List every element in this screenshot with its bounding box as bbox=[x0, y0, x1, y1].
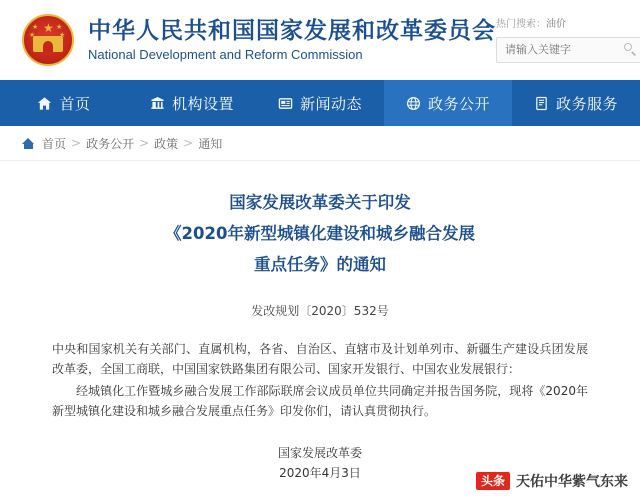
nav-item-home[interactable] bbox=[0, 80, 128, 126]
news-icon bbox=[278, 96, 293, 111]
breadcrumb-separator-2: > bbox=[139, 136, 150, 150]
nav-item-news-label: 新闻动态 bbox=[299, 94, 362, 113]
document-number: 发改规划〔2020〕532号 bbox=[251, 304, 389, 318]
document-date: 2020年4月3日 bbox=[279, 466, 361, 480]
hot-search-word[interactable]: 油价 bbox=[546, 18, 566, 30]
breadcrumb bbox=[0, 126, 640, 161]
document-body bbox=[52, 339, 588, 421]
page-title-line-2: 《2020年新型城镇化建设和城乡融合发展 bbox=[165, 224, 475, 243]
document-paragraph-0: 中央和国家机关有关部门、直属机构，各省、自治区、直辖市及计划单列市、新疆生产建设兵团发展改革委，全国工商联，中国国家铁路集团有限公司、国家开发银行、中国农业发展银行： bbox=[52, 342, 588, 376]
article bbox=[0, 161, 640, 483]
search-icon[interactable] bbox=[624, 43, 637, 56]
nav-item-news[interactable] bbox=[256, 80, 384, 126]
nav-item-government-affairs[interactable] bbox=[384, 80, 512, 126]
site-header bbox=[0, 0, 640, 80]
nav-item-organization-label: 机构设置 bbox=[171, 94, 234, 113]
watermark-badge: 头条 bbox=[476, 472, 510, 490]
document-icon bbox=[534, 96, 549, 111]
nav-item-government-services-label: 政务服务 bbox=[555, 94, 618, 113]
breadcrumb-item-1[interactable]: 政策 bbox=[154, 136, 179, 151]
national-emblem-icon: ★ ★ ★ ★ ★ bbox=[20, 12, 76, 68]
page-title bbox=[52, 187, 588, 280]
breadcrumb-item-0[interactable]: 政务公开 bbox=[86, 136, 135, 151]
header-search-area bbox=[496, 18, 640, 63]
nav-item-organization[interactable] bbox=[128, 80, 256, 126]
watermark bbox=[476, 471, 628, 491]
breadcrumb-home[interactable]: 首页 bbox=[42, 136, 67, 151]
breadcrumb-separator-1: > bbox=[71, 136, 82, 150]
page-title-line-1: 国家发展改革委关于印发 bbox=[229, 193, 411, 212]
site-title-block bbox=[88, 16, 496, 64]
document-paragraph-1: 经城镇化工作暨城乡融合发展工作部际联席会议成员单位共同确定并报告国务院，现将《2020年新型城镇化建设和城乡融合发展重点任务》印发你们，请认真贯彻执行。 bbox=[52, 384, 588, 418]
main-nav bbox=[0, 80, 640, 126]
document-signature: 国家发展改革委 bbox=[277, 446, 362, 460]
watermark-text: 天佑中华紫气东来 bbox=[516, 474, 628, 490]
breadcrumb-current: 通知 bbox=[198, 136, 223, 151]
hot-search-label: 热门搜索： bbox=[496, 18, 546, 30]
page-title-line-3: 重点任务》的通知 bbox=[254, 255, 386, 274]
site-title-en: National Development and Reform Commission bbox=[88, 47, 363, 62]
globe-icon bbox=[406, 96, 421, 111]
nav-item-home-label: 首页 bbox=[59, 94, 91, 113]
home-icon bbox=[37, 96, 52, 111]
search-box[interactable] bbox=[496, 37, 640, 63]
hot-search-line bbox=[496, 18, 566, 31]
site-title-cn: 中华人民共和国国家发展和改革委员会 bbox=[88, 18, 496, 44]
nav-item-government-affairs-label: 政务公开 bbox=[427, 94, 490, 113]
home-breadcrumb-icon[interactable] bbox=[22, 137, 35, 149]
nav-item-government-services[interactable] bbox=[512, 80, 640, 126]
search-input[interactable] bbox=[503, 42, 623, 57]
building-icon bbox=[150, 96, 165, 111]
breadcrumb-separator-3: > bbox=[183, 136, 194, 150]
